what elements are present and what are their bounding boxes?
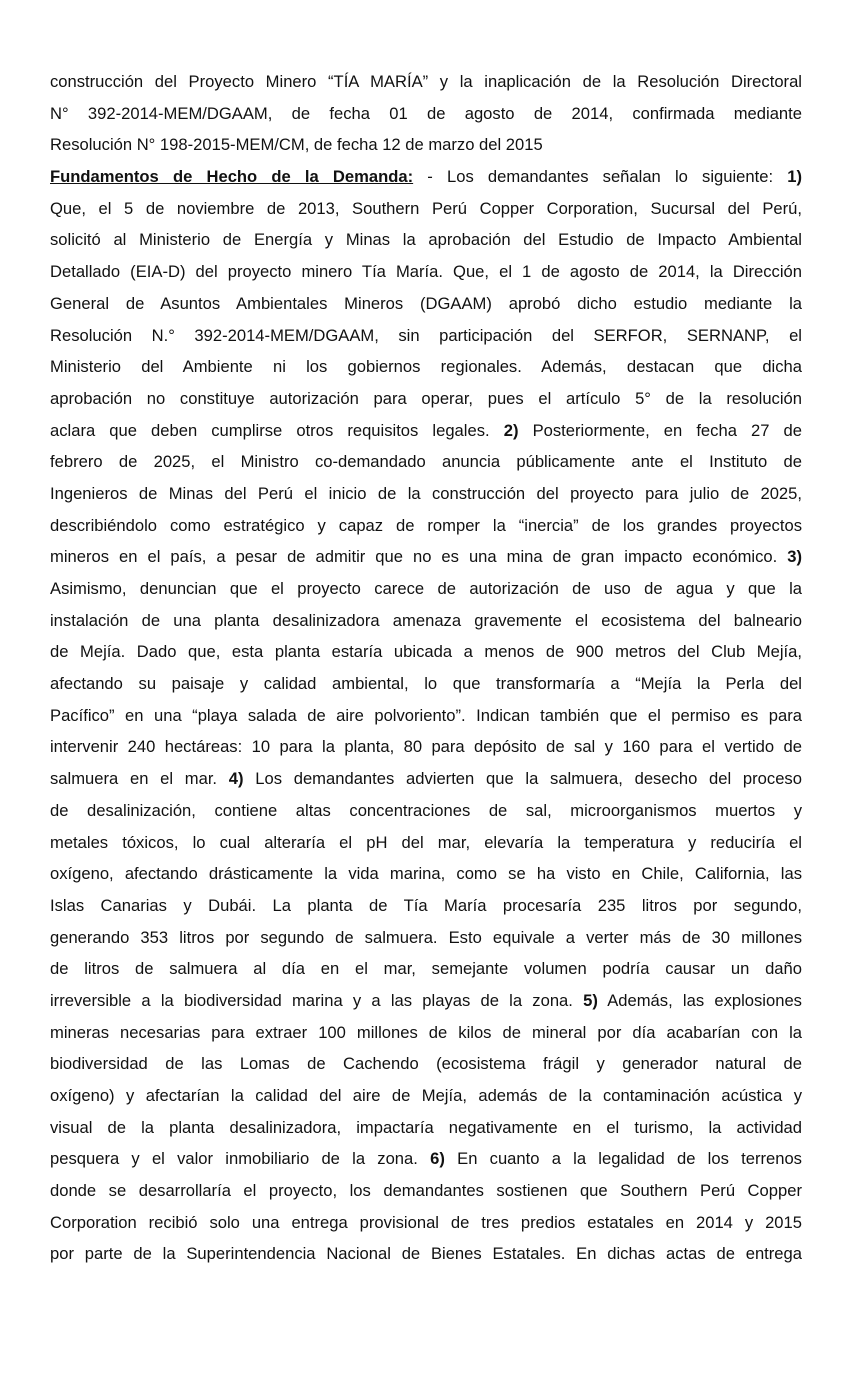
text-line: metales tóxicos, lo cual alteraría el pH del mar, elevaría la temperatura y reduciría el [50,832,802,852]
text-line: de litros de salmuera al día en el mar, semejante volumen podría causar un daño [50,959,802,979]
text-line: Ingenieros de Minas del Perú el inicio de la construcción del proyecto para julio de 2025, [50,483,802,503]
text-line: por parte de la Superintendencia Nacional de Bienes Estatales. En dichas actas de entrega [50,1244,802,1264]
text-line: afectando su paisaje y calidad ambiental, lo que transformaría a “Mejía la Perla del [50,674,802,694]
text-segment: Además, las explosiones [607,990,802,1010]
text-line: intervenir 240 hectáreas: 10 para la planta, 80 para depósito de sal y 160 para el vertido de [50,737,802,757]
item-number: 4) [228,769,244,789]
text-segment: irreversible a la biodiversidad marina y a las playas de la zona. [50,990,573,1010]
text-segment: salmuera en el mar. [50,769,218,789]
text-line [50,1143,802,1175]
heading-intro-text: - Los demandantes señalan lo siguiente: [413,167,788,187]
text-line: aprobación no constituye autorización para operar, pues el artículo 5° de la resolución [50,388,802,408]
item-number: 3) [787,547,802,567]
text-line [50,763,802,795]
text-segment: pesquera y el valor inmobiliario de la zona. [50,1149,418,1169]
text-segment: En cuanto a la legalidad de los terrenos [457,1149,802,1169]
text-line: describiéndolo como estratégico y capaz de romper la “inercia” de los grandes proyectos [50,515,802,535]
text-line: oxígeno, afectando drásticamente la vida marina, como se ha visto en Chile, California, las [50,864,802,884]
text-line: donde se desarrollaría el proyecto, los demandantes sostienen que Southern Perú Copper [50,1181,802,1201]
text-line: Detallado (EIA-D) del proyecto minero Tía María. Que, el 1 de agosto de 2014, la Dirección [50,262,802,282]
text-line: febrero de 2025, el Ministro co-demandado anuncia públicamente ante el Instituto de [50,452,802,472]
section-heading-line [50,161,802,193]
text-line [50,415,802,447]
item-number: 1) [787,167,803,187]
text-line: Corporation recibió solo una entrega provisional de tres predios estatales en 2014 y 2015 [50,1212,802,1232]
section-heading: Fundamentos de Hecho de la Demanda: [50,167,414,187]
text-line: oxígeno) y afectarían la calidad del aire de Mejía, además de la contaminación acústica y [50,1086,802,1105]
text-line: General de Asuntos Ambientales Mineros (DGAAM) aprobó dicho estudio mediante la [50,293,802,313]
text-line [50,985,802,1017]
text-line: mineras necesarias para extraer 100 millones de kilos de mineral por día acabarían con la [50,1022,802,1042]
text-line: N° 392-2014-MEM/DGAAM, de fecha 01 de agosto de 2014, confirmada mediante [50,103,802,123]
document-page [50,66,802,1270]
text-line: biodiversidad de las Lomas de Cachendo (ecosistema frágil y generador natural de [50,1054,802,1074]
item-number: 2) [503,420,519,440]
text-line: Que, el 5 de noviembre de 2013, Southern Perú Copper Corporation, Sucursal del Perú, [50,198,802,218]
item-number: 5) [583,990,598,1010]
text-line: Islas Canarias y Dubái. La planta de Tía María procesaría 235 litros por segundo, [50,895,802,915]
text-segment: Posteriormente, en fecha 27 de [532,420,802,440]
text-line: construcción del Proyecto Minero “TÍA MARÍA” y la inaplicación de la Resolución Directoral [50,72,802,91]
text-line: Resolución N.° 392-2014-MEM/DGAAM, sin participación del SERFOR, SERNANP, el [50,325,802,345]
text-line [50,541,802,573]
text-line: Resolución N° 198-2015-MEM/CM, de fecha 12 de marzo del 2015 [50,135,543,155]
text-line: Asimismo, denuncian que el proyecto carece de autorización de uso de agua y que la [50,579,802,598]
text-segment: aclara que deben cumplirse otros requisitos legales. [50,420,490,440]
text-line: Pacífico” en una “playa salada de aire polvoriento”. Indican también que el permiso es para [50,705,802,725]
text-line: Ministerio del Ambiente ni los gobiernos regionales. Además, destacan que dicha [50,357,802,377]
text-line: solicitó al Ministerio de Energía y Minas la aprobación del Estudio de Impacto Ambiental [50,230,802,250]
text-segment: mineros en el país, a pesar de admitir que no es una mina de gran impacto económico. [50,547,778,567]
item-number: 6) [430,1149,445,1169]
text-line: instalación de una planta desalinizadora amenaza gravemente el ecosistema del balneario [50,610,802,630]
text-line: visual de la planta desalinizadora, impactaría negativamente en el turismo, la actividad [50,1117,802,1137]
text-line: de Mejía. Dado que, esta planta estaría ubicada a menos de 900 metros del Club Mejía, [50,642,802,662]
text-segment: Los demandantes advierten que la salmuera, desecho del proceso [255,769,802,789]
text-line: de desalinización, contiene altas concentraciones de sal, microorganismos muertos y [50,800,802,820]
text-line: generando 353 litros por segundo de salmuera. Esto equivale a verter más de 30 millones [50,927,802,947]
